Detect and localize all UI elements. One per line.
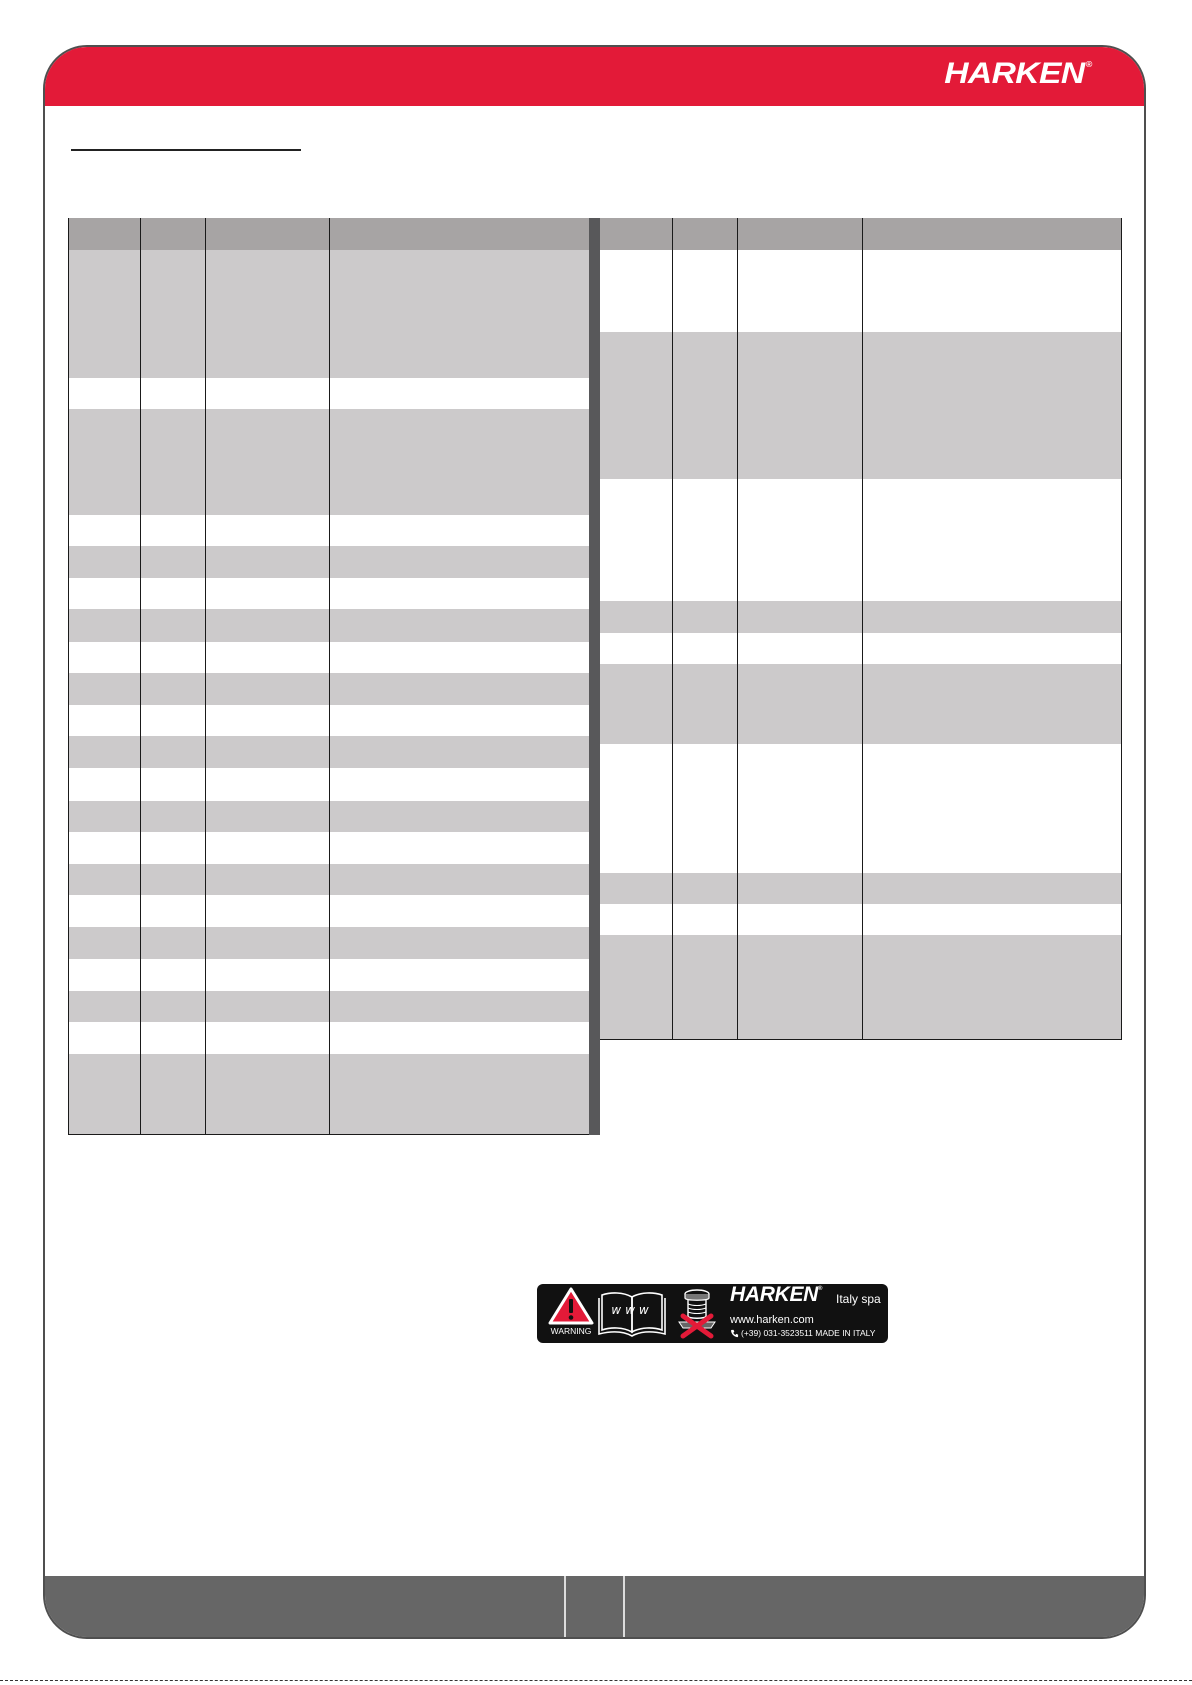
table-cell <box>205 895 329 927</box>
table-cell <box>600 935 672 1039</box>
table-cell <box>672 744 737 873</box>
footer-bar <box>45 1576 1144 1637</box>
table-cell <box>329 801 589 832</box>
table-cell <box>600 601 672 633</box>
table-row <box>68 864 589 895</box>
table-cell <box>68 832 140 864</box>
table-cell <box>140 1022 205 1054</box>
table-cell <box>140 515 205 546</box>
label-phone-line <box>730 1328 875 1338</box>
table-cell <box>329 927 589 959</box>
table-row <box>68 705 589 736</box>
table-cell <box>140 705 205 736</box>
label-company: Italy spa <box>836 1292 881 1306</box>
table-row <box>68 642 589 673</box>
table-cell <box>140 1054 205 1134</box>
table-cell <box>862 873 1122 904</box>
table-cell <box>329 409 589 515</box>
table-row <box>600 250 1122 332</box>
table-cell <box>862 664 1122 744</box>
table-cell <box>140 609 205 642</box>
table-cell <box>205 546 329 578</box>
table-cell <box>140 864 205 895</box>
table-cell <box>600 479 672 601</box>
parts-table-left <box>68 218 589 1135</box>
table-cell <box>205 864 329 895</box>
table-row <box>600 332 1122 479</box>
table-cell <box>600 873 672 904</box>
footer-divider <box>623 1576 625 1637</box>
label-phone-text: (+39) 031-3523511 MADE IN ITALY <box>741 1328 876 1338</box>
table-row <box>68 768 589 801</box>
table-cell <box>68 609 140 642</box>
table-cell <box>329 736 589 768</box>
table-row <box>68 546 589 578</box>
table-cell <box>140 378 205 409</box>
table-cell <box>68 673 140 705</box>
table-cell <box>329 864 589 895</box>
table-row <box>68 378 589 409</box>
table-cell <box>68 546 140 578</box>
table-cell <box>205 578 329 609</box>
table-cell <box>68 864 140 895</box>
table-row <box>600 744 1122 873</box>
table-cell <box>737 935 862 1039</box>
table-cell <box>68 250 140 378</box>
table-cell <box>672 873 737 904</box>
table-row <box>68 515 589 546</box>
harken-logo <box>944 58 1092 90</box>
warning-triangle-icon <box>547 1286 595 1326</box>
table-cell <box>737 664 862 744</box>
table-cell <box>140 673 205 705</box>
table-cell <box>329 705 589 736</box>
table-cell <box>68 642 140 673</box>
table-cell <box>737 873 862 904</box>
table-cell <box>737 250 862 332</box>
table-row <box>68 1022 589 1054</box>
footer-divider <box>564 1576 566 1637</box>
column-header <box>672 218 737 250</box>
table-cell <box>205 927 329 959</box>
table-cell <box>672 332 737 479</box>
table-row <box>68 673 589 705</box>
table-cell <box>140 895 205 927</box>
table-cell <box>862 633 1122 664</box>
table-cell <box>862 479 1122 601</box>
table-row <box>68 832 589 864</box>
table-row <box>600 904 1122 935</box>
table-cell <box>205 609 329 642</box>
table-cell <box>329 642 589 673</box>
column-header <box>68 218 140 250</box>
table-cell <box>329 832 589 864</box>
phone-icon <box>730 1329 739 1338</box>
column-header <box>140 218 205 250</box>
table-cell <box>205 515 329 546</box>
table-cell <box>205 378 329 409</box>
logo-text: HARKEN <box>944 57 1085 90</box>
table-cell <box>862 935 1122 1039</box>
table-cell <box>672 479 737 601</box>
table-cell <box>140 927 205 959</box>
table-row <box>68 895 589 927</box>
column-header <box>600 218 672 250</box>
table-cell <box>329 1054 589 1134</box>
table-cell <box>329 673 589 705</box>
table-row <box>68 250 589 378</box>
table-cell <box>140 409 205 515</box>
table-cell <box>862 904 1122 935</box>
table-cell <box>205 991 329 1022</box>
table-cell <box>600 664 672 744</box>
table-header-row <box>600 218 1122 250</box>
table-cell <box>329 895 589 927</box>
table-cell <box>205 768 329 801</box>
table-cell <box>862 601 1122 633</box>
table-cell <box>329 378 589 409</box>
table-cell <box>68 409 140 515</box>
table-cell <box>600 904 672 935</box>
table-cell <box>672 664 737 744</box>
table-cell <box>205 736 329 768</box>
table-row <box>600 873 1122 904</box>
page-cut-line <box>0 1680 1192 1681</box>
table-divider-bar <box>589 218 600 1135</box>
table-cell <box>205 409 329 515</box>
table-cell <box>68 515 140 546</box>
table-cell <box>329 515 589 546</box>
manual-www-text: www <box>611 1303 653 1317</box>
table-cell <box>140 546 205 578</box>
table-cell <box>68 705 140 736</box>
section-heading-underline <box>71 149 301 151</box>
table-cell <box>140 991 205 1022</box>
table-cell <box>205 673 329 705</box>
table-cell <box>205 832 329 864</box>
table-cell <box>600 744 672 873</box>
label-brand-logo <box>730 1284 822 1306</box>
table-cell <box>672 904 737 935</box>
table-cell <box>68 1054 140 1134</box>
table-row <box>68 409 589 515</box>
table-cell <box>329 768 589 801</box>
table-cell <box>68 378 140 409</box>
table-cell <box>862 332 1122 479</box>
table-cell <box>68 801 140 832</box>
table-cell <box>737 744 862 873</box>
table-row <box>68 736 589 768</box>
table-cell <box>140 250 205 378</box>
table-row <box>68 801 589 832</box>
table-cell <box>68 736 140 768</box>
table-cell <box>140 832 205 864</box>
warning-text: WARNING <box>550 1326 592 1336</box>
table-cell <box>140 768 205 801</box>
table-cell <box>329 578 589 609</box>
table-cell <box>68 991 140 1022</box>
table-cell <box>737 479 862 601</box>
table-row <box>68 578 589 609</box>
table-cell <box>140 736 205 768</box>
table-cell <box>68 578 140 609</box>
table-cell <box>68 927 140 959</box>
table-row <box>68 1054 589 1134</box>
table-cell <box>68 1022 140 1054</box>
table-cell <box>329 959 589 991</box>
table-cell <box>672 250 737 332</box>
table-cell <box>205 1054 329 1134</box>
table-cell <box>329 609 589 642</box>
table-row <box>68 927 589 959</box>
table-cell <box>205 801 329 832</box>
table-cell <box>329 250 589 378</box>
table-row <box>68 959 589 991</box>
table-cell <box>140 642 205 673</box>
table-row <box>68 609 589 642</box>
table-cell <box>329 991 589 1022</box>
column-header <box>329 218 589 250</box>
table-cell <box>737 904 862 935</box>
table-cell <box>737 601 862 633</box>
table-cell <box>329 1022 589 1054</box>
table-row <box>600 633 1122 664</box>
header-bar <box>45 47 1144 106</box>
table-cell <box>205 250 329 378</box>
parts-table-right <box>600 218 1122 1040</box>
table-cell <box>205 642 329 673</box>
table-row <box>68 991 589 1022</box>
label-brand-mark: ® <box>818 1286 823 1292</box>
table-cell <box>862 744 1122 873</box>
table-cell <box>737 332 862 479</box>
table-cell <box>672 633 737 664</box>
label-website: www.harken.com <box>730 1314 814 1326</box>
table-cell <box>68 959 140 991</box>
column-header <box>205 218 329 250</box>
table-cell <box>205 1022 329 1054</box>
table-cell <box>862 250 1122 332</box>
table-cell <box>140 578 205 609</box>
table-cell <box>737 633 862 664</box>
table-row <box>600 664 1122 744</box>
table-row <box>600 601 1122 633</box>
table-cell <box>329 546 589 578</box>
column-header <box>862 218 1122 250</box>
table-cell <box>600 633 672 664</box>
table-cell <box>140 959 205 991</box>
table-cell <box>672 935 737 1039</box>
table-cell <box>672 601 737 633</box>
table-cell <box>68 895 140 927</box>
table-cell <box>205 959 329 991</box>
warning-label <box>537 1284 888 1343</box>
table-cell <box>68 768 140 801</box>
table-cell <box>205 705 329 736</box>
column-header <box>737 218 862 250</box>
table-cell <box>600 332 672 479</box>
label-brand-text: HARKEN <box>730 1284 819 1306</box>
table-cell <box>140 801 205 832</box>
winch-prohibited-icon <box>671 1286 723 1340</box>
table-header-row <box>68 218 589 250</box>
table-row <box>600 935 1122 1039</box>
table-cell <box>600 250 672 332</box>
logo-registered-mark: ® <box>1085 60 1092 69</box>
table-row <box>600 479 1122 601</box>
